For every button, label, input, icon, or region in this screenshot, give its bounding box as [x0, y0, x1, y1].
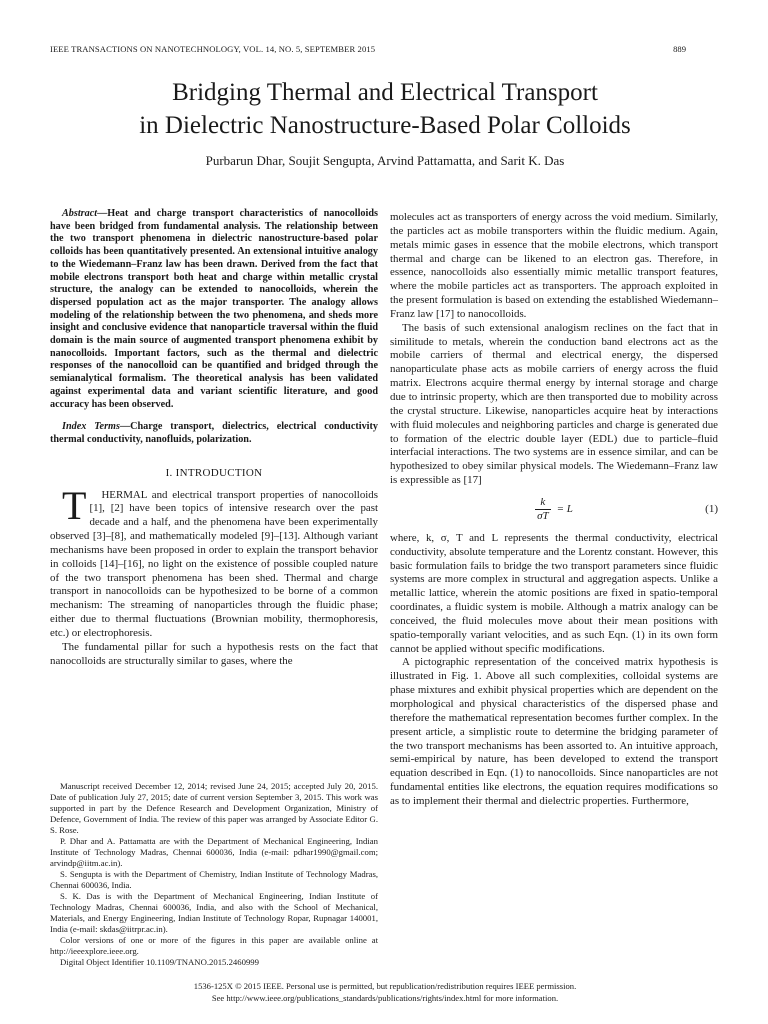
index-terms — [50, 421, 378, 446]
intro-paragraph-2: The fundamental pillar for such a hypothesis rests on the fact that nanocolloids are structurally similar to gases, where the — [50, 640, 378, 667]
footnote-color-versions: Color versions of one or more of the figures in this paper are available online at http://ieeexplore.ieee.org. — [50, 935, 378, 956]
section-numeral: I. — [165, 466, 173, 479]
equation-1 — [390, 492, 718, 528]
abstract-lead: Abstract — [62, 208, 98, 219]
copyright-line-1: 1536-125X © 2015 IEEE. Personal use is permitted, but republication/redistribution requires IEEE permission. — [193, 981, 577, 991]
index-terms-lead: Index Terms — [62, 421, 120, 433]
copyright-notice — [40, 980, 730, 1004]
right-column — [390, 211, 718, 809]
footnotes — [50, 781, 378, 968]
right-paragraph-4: A pictographic representation of the conceived matrix hypothesis is illustrated in Fig. 1. Above all such complexities, colloidal systems are phase mixtures and exhibit physical properties which are dependent on the morphological and physical characteristics of the dispersed phase and therefore the mathematical representation becomes further complex. In the present article, a simplistic route to determine the bridging parameter of the two transport mechanisms has been assorted to. An intuitive approach, semi-empirical by nature, has been developed to extend the transport equation described in Eqn. (1) to nanocolloids. Since nanoparticles are not fundamental entities like electrons, the equation requires modifications so as to implement their thermal and dielectric properties. Furthermore, — [390, 656, 718, 807]
title-line-2: in Dielectric Nanostructure-Based Polar Colloids — [139, 112, 631, 139]
left-column — [50, 208, 378, 668]
author-list: Purbarun Dhar, Soujit Sengupta, Arvind Pattamatta, and Sarit K. Das — [205, 153, 565, 168]
right-paragraph-1: molecules act as transporters of energy across the void medium. Similarly, the particles act as mobile transporters within the fluidic medium. Again, metals mimic gases in essence that the mobile electrons, which transport thermal and charge can be likened to an electron gas. Therefore, in essence, nanocolloids also essentially mimic metallic transport features, where the mobile particles act as transporters. The approach exploited in the present formulation is based on extending the established Wiedemann–Franz law [17] to nanocolloids. — [390, 211, 718, 320]
paper-title — [40, 76, 730, 142]
index-terms-text: —Charge transport, dielectrics, electrical conductivity thermal conductivity, nanofluids, polarization. — [50, 421, 378, 445]
footnote-affiliation-1: P. Dhar and A. Pattamatta are with the Department of Mechanical Engineering, Indian Institute of Technology Madras, Chennai 600036, India (e-mail: pdhar1990@gmail.com; arvindp@iitm.ac.in). — [50, 836, 378, 868]
footnote-affiliation-2: S. Sengupta is with the Department of Chemistry, Indian Institute of Technology Madras, Chennai 600036, India. — [50, 869, 378, 890]
running-header: IEEE TRANSACTIONS ON NANOTECHNOLOGY, VOL. 14, NO. 5, SEPTEMBER 2015 — [50, 44, 376, 54]
equation-fraction — [535, 496, 551, 523]
title-line-1: Bridging Thermal and Electrical Transport — [172, 79, 598, 106]
drop-cap: T — [62, 482, 87, 528]
right-paragraph-2: The basis of such extensional analogism reclines on the fact that in similitude to metals, wherein the conduction band electrons act as the mobile carriers of thermal and electrical energy, the dispersed nanoparticulate phase acts as mobile carriers of energy across the fluid matrix. Electrons acquire thermal energy by internal storage and charge due to intrinsic property, which are then transported due to mobility across the crystal structure. Likewise, nanoparticles acquire heat by interactions with fluid molecules and neighboring particles and charge is generated due to formation of the electric double layer (EDL) due to particle–fluid interfacial interactions. The two systems are in essence similar, and can be hypothesized to obey similar physical models. The Wiedemann–Franz law is expressible as [17] — [390, 321, 718, 487]
footnote-doi: Digital Object Identifier 10.1109/TNANO.2015.2460999 — [60, 957, 259, 967]
intro-paragraph-1-text: HERMAL and electrical transport properties of nanocolloids [1], [2] have been topics of intensive research over the past decade and a half, and the phenomena have been experimentally observed [3]–[8], and mathematically modeled [9]–[13]. Although variant mechanisms have been proposed in order to explain the transport behavior in colloids [14]–[16], no light on the existence of possible coupled nature of the two transport phenomena has been shed. Thermal and charge transport in nanocolloids can be hypothesized to be borne of a common mechanism: The streaming of nanoparticles through the fluidic phase; either due to thermal fluctuations (Brownian mobility, thermophoresis, etc.) or electrophoresis. — [50, 488, 378, 639]
footnote-affiliation-3: S. K. Das is with the Department of Mechanical Engineering, Indian Institute of Technology Madras, Chennai 600036, India, and also with the School of Mechanical, Materials, and Energy Engineering, Indian Institute of Technology Ropar, Rupnagar 140001, India (e-mail: skdas@iitrpr.ac.in). — [50, 891, 378, 934]
abstract-text: —Heat and charge transport characteristics of nanocolloids have been bridged from fundamental analysis. The relationship between the two transport phenomena in dielectric nanostructure-based polar colloids has been quantitatively presented. An extensional intuitive analogy to the Wiedemann–Franz law has been drawn. Derived from the fact that mobile electrons transport both heat and charge within metallic crystal structure, the analogy can be extended to nanocolloids, wherein the dispersed population act as the major transporter. The analogy allows modeling of the relationship between the two phenomena, and sheds more insight and conclusive evidence that nanoparticle traversal within the fluid domain is the main source of augmented transport phenomena exhibit by nanocolloids. Important factors, such as the thermal and dielectric responses of the nanocolloid can be quantified and bridged through the semianalytical formalism. The theoretical analysis has been validated against experimental data and variant scientific literature, and good accuracy has been observed. — [50, 208, 378, 410]
abstract — [50, 208, 378, 411]
page-number: 889 — [673, 44, 686, 54]
copyright-line-2: See http://www.ieee.org/publications_standards/publications/rights/index.html for more information. — [211, 993, 559, 1003]
right-paragraph-3: where, k, σ, T and L represents the thermal conductivity, electrical conductivity, absolute temperature and the Lorentz constant. However, this basic formulation fails to bridge the two transport parameters since fluidic systems are more complex in structural and aggregation aspects. Unlike a metallic lattice, wherein the atomic positions are fixed in spatio-temporal coordinates, a fluidic system is mobile. Although a matrix analogy can be conceived, the fluid molecules move about their mean positions with spatio-temporally variant velocities, and as such Eqn. (1) in its own form cannot be applied without specific modifications. — [390, 531, 718, 655]
equation-rhs: = L — [556, 502, 573, 515]
section-heading-introduction — [50, 467, 378, 481]
section-title-rest: NTRODUCTION — [179, 466, 263, 479]
equation-number: (1) — [705, 502, 718, 515]
footnote-manuscript: Manuscript received December 12, 2014; revised June 24, 2015; accepted July 20, 2015. Date of publication July 27, 2015; date of current version September 3, 2015. This work was supported in part by the Defence Research and Development Organization, Ministry of Defence, Government of India. The review of this paper was arranged by Associate Editor G. S. Rose. — [50, 781, 378, 835]
equation-denominator: σT — [537, 510, 549, 523]
section-first-letter: I — [175, 466, 180, 479]
equation-numerator: k — [540, 496, 546, 509]
intro-paragraph-1 — [50, 482, 378, 641]
